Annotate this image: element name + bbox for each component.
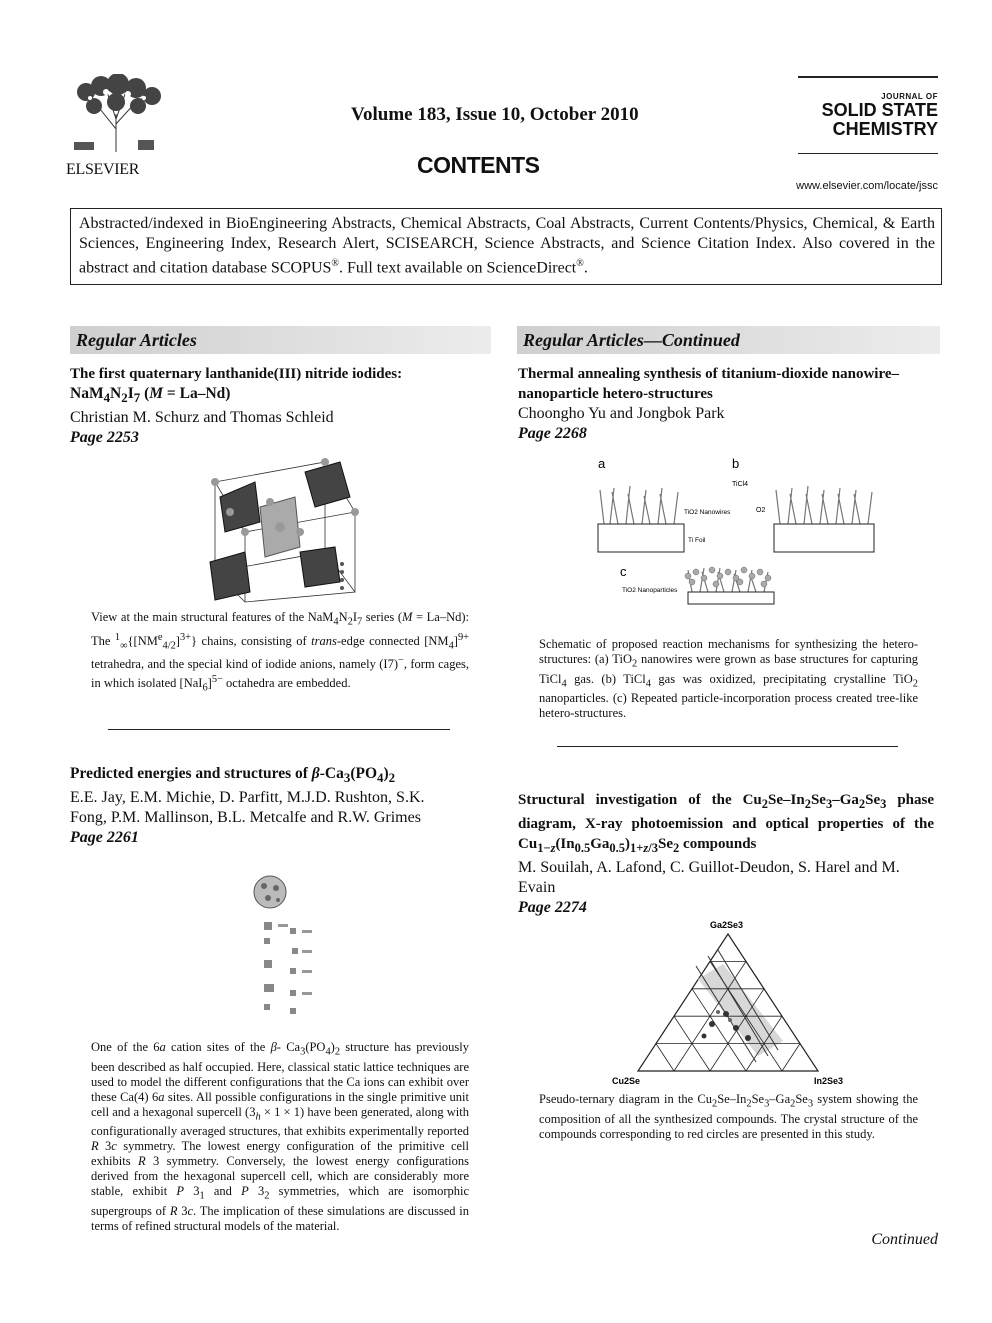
journal-name-line-1: SOLID STATE [821,100,938,120]
registered-mark: ® [576,258,584,269]
figure-caption: One of the 6a cation sites of the β- $Ca_3(PO_4)_2$ structure has previously been described as half occupied. Here, classical static lattice techniques are used to model the different configurations that the Ca ions can exhibit over these Ca(4) 6a sites. All possible configurations in the single primitive unit cell and a hexagonal supercell $(3_h \times 1 \times 1)$ have been generated, along with configurationally averaged structures, that exhibits experimentally reported R 3c symmetry. The lowest energy configuration of the primitive cell exhibits R 3 symmetry. Conversely, the lowest energy configurations derived from the hexagonal supercell cell, which are considerably more stable, exhibit P $3_1$ and P $3_2$ symmetries, which are isomorphic supergroups of R 3c. The implication of these simulations are discussed in terms of refined structural models of the material. [91,1040,470,1233]
indexing-end: . [583,259,588,277]
panel-label-c: c [620,564,627,579]
panel-label-b: b [732,456,740,471]
section-title: Regular Articles—Continued [523,330,740,350]
continued-label: Continued [871,1231,938,1248]
vertex-cu2se: Cu2Se [612,1076,641,1086]
article-authors: Christian M. Schurz and Thomas Schleid [70,409,334,427]
nanowire-schematic-figure [592,452,892,612]
phosphate-structure-figure [250,872,320,1032]
masthead-rule [798,153,938,154]
article-page[interactable]: Page 2274 [518,899,587,916]
article-title[interactable]: Thermal annealing synthesis of titanium-dioxide nanowire–nanoparticle hetero-structures [518,366,900,402]
label-ticl4: TiCl4 [732,481,749,488]
journal-masthead [798,76,938,154]
ternary-phase-diagram [608,916,858,1091]
label-tio2-nanoparticles: TiO2 Nanoparticles [622,587,678,594]
article-separator [108,729,450,730]
masthead-rule [798,76,938,78]
section-header-regular-articles-continued [517,326,940,354]
article-page[interactable]: Page 2261 [70,829,139,847]
article-title[interactable] [70,364,480,408]
journal-of: JOURNAL OF [881,92,938,101]
crystal-structure-figure [200,452,370,604]
label-tio2-nanowires: TiO2 Nanowires [684,509,731,516]
figure-caption: Pseudo-ternary diagram in the $Cu_2Se-In_2Se_3-Ga_2Se_3$ system showing the composition of all the synthesized compounds. The crystal structure of the compounds corresponding to red circles are presented in this study. [539,1092,918,1141]
article-separator [557,746,898,747]
article-entry[interactable] [518,790,934,918]
article-entry[interactable] [70,764,450,848]
journal-name-line-2: CHEMISTRY [832,119,938,139]
section-header-regular-articles [70,326,491,354]
vertex-ga2se3: Ga2Se3 [710,920,744,930]
vertex-in2se3: In2Se3 [814,1076,844,1086]
section-title: Regular Articles [76,330,197,350]
registered-mark: ® [331,258,339,269]
article-page[interactable]: Page 2268 [518,425,587,442]
article-entry[interactable] [70,364,480,448]
page-title: CONTENTS [417,152,540,178]
figure-caption: Schematic of proposed reaction mechanisms for synthesizing the hetero-structures: (a) TiO$_2$ nanowires were grown as base structures for capturing TiCl$_4$ gas. (b) TiCl$_4$ gas was oxidized, precipitating crystalline TiO$_2$ nanoparticles. (c) Repeated particle-incorporation process created tree-like hetero-structures. [539,637,918,720]
title-formula: $NaM_4N_2I_7$ (M = La–Nd) [70,385,231,406]
panel-label-a: a [598,456,606,471]
article-authors: M. Souilah, A. Lafond, C. Guillot-Deudon, S. Harel and M. Evain [518,859,900,896]
journal-url[interactable]: www.elsevier.com/locate/jssc [796,180,938,192]
indexing-text: Abstracted/indexed in BioEngineering Abstracts, Chemical Abstracts, Coal Abstracts, Current Contents/Physics, Chemical, & Earth Sciences, Engineering Index, Research Alert, SCISEARCH, Science Abstracts, and Science Citation Index. Also covered in the abstract and citation database SCOPUS [79,215,935,277]
figure-caption: View at the main structural features of the $NaM_4N_2I_7$ series (M = La–Nd): The $^1_\infty\{[NM^e_{4/2}]^{3+}\}$ chains, consisting of trans-edge connected $[NM_4]^{9+}$ tetrahedra, and the special kind of iodide anions, namely (I7)−, form cages, in which isolated $[NaI_6]^{5-}$ octahedra are embedded. [91,610,470,694]
indexing-text-2: . Full text available on ScienceDirect [339,259,577,277]
publisher-name: ELSEVIER [66,161,140,178]
label-o2: O2 [756,507,766,514]
indexing-notice [70,208,942,285]
volume-line: Volume 183, Issue 10, October 2010 [351,104,639,125]
elsevier-tree-icon [66,74,166,154]
label-ti-foil: Ti Foil [688,537,706,544]
article-title[interactable]: Predicted energies and structures of $\beta-Ca_3(PO_4)_2$ [70,765,396,786]
title-line-1: The first quaternary lanthanide(III) nitride iodides: [70,366,403,382]
article-entry[interactable] [518,364,934,444]
elsevier-logo [66,74,166,179]
article-authors: E.E. Jay, E.M. Michie, D. Parfitt, M.J.D. Rushton, S.K. Fong, P.M. Mallinson, B.L. Metcalfe and R.W. Grimes [70,789,425,827]
article-page[interactable]: Page 2253 [70,429,139,447]
article-authors: Choongho Yu and Jongbok Park [518,405,725,422]
article-title[interactable]: Structural investigation of the $Cu_2Se-In_2Se_3-Ga_2Se_3$ phase diagram, X-ray photoemission and optical properties of the $Cu_{1-z}(In_{0.5}Ga_{0.5})_{1+z/3}Se_2$ compounds [518,792,934,855]
